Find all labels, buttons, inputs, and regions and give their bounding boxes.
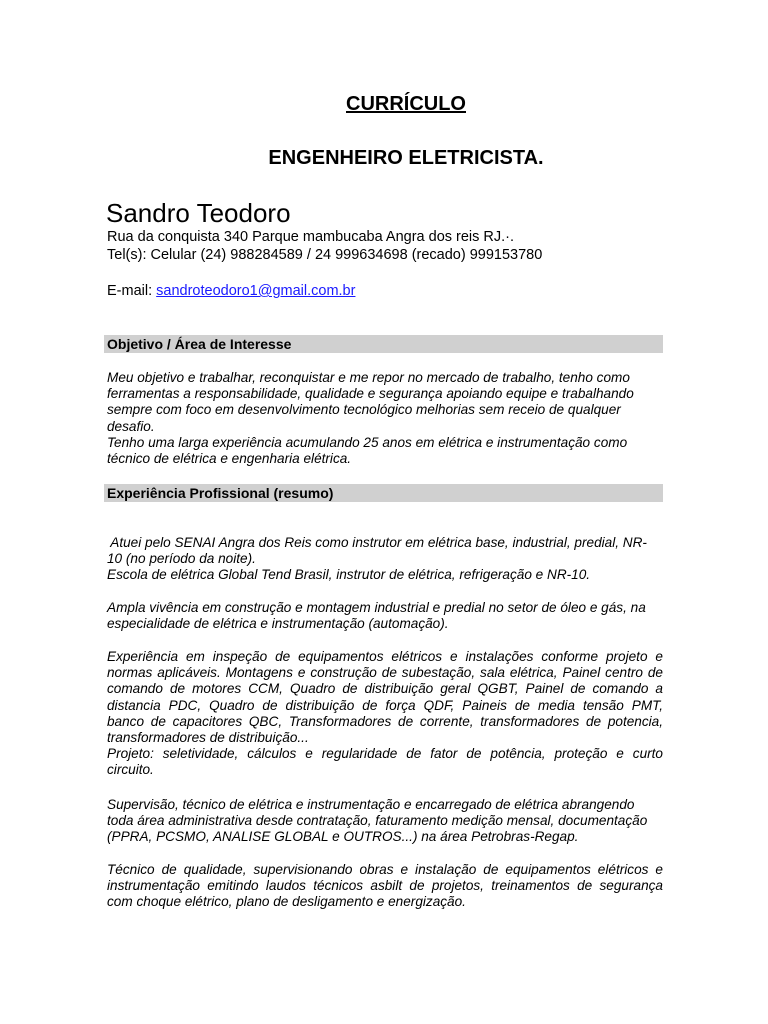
candidate-name: Sandro Teodoro: [106, 198, 291, 228]
experience-paragraph-5: [107, 862, 663, 911]
text-line: Projeto: seletividade, cálculos e regularidade de fator de potência, proteção e curto: [107, 746, 663, 762]
text-line: distancia PDC, Quadro de distribuição de força QDF, Paineis de media tensão PMT,: [107, 697, 663, 713]
text-line: Atuei pelo SENAI Angra dos Reis como instrutor em elétrica base, industrial, predial, NR-: [107, 535, 647, 550]
text-line: normas aplicáveis. Montagens e construção de subestação, sala elétrica, Painel centro de: [107, 665, 663, 681]
text-line: toda área administrativa desde contratação, faturamento medição mensal, documentação: [107, 813, 648, 829]
objective-paragraph: [107, 370, 663, 467]
text-line: Escola de elétrica Global Tend Brasil, instrutor de elétrica, refrigeração e NR-10.: [107, 567, 591, 583]
experience-paragraph-3: [107, 649, 663, 779]
email-label: E-mail:: [107, 283, 157, 299]
text-line: transformadores de distribuição...: [107, 730, 309, 746]
experience-paragraph-4: [107, 797, 663, 846]
text-line: sempre com foco em desenvolvimento tecnológico melhorias sem receio de qualquer: [107, 402, 621, 418]
experience-paragraph-2: [107, 600, 663, 632]
text-line: Supervisão, técnico de elétrica e instrumentação e encarregado de elétrica abrangendo: [107, 797, 635, 812]
document-subtitle: ENGENHEIRO ELETRICISTA.: [268, 147, 544, 169]
phone-line: Tel(s): Celular (24) 988284589 / 24 999634698 (recado) 999153780: [107, 247, 543, 263]
text-line: especialidade de elétrica e instrumentação (automação).: [107, 616, 449, 632]
text-line: Ampla vivência em construção e montagem industrial e predial no setor de óleo e gás, na: [107, 600, 646, 615]
email-line: [107, 282, 355, 300]
text-line: ferramentas a responsabilidade, qualidade e segurança apoiando equipe e trabalhando: [107, 386, 634, 402]
text-line: Meu objetivo e trabalhar, reconquistar e me repor no mercado de trabalho, tenho como: [107, 370, 630, 385]
text-line: com choque elétrico, plano de desligamento e energização.: [107, 894, 466, 910]
text-line: Tenho uma larga experiência acumulando 25 anos em elétrica e instrumentação como: [107, 434, 628, 450]
text-line: circuito.: [107, 762, 154, 778]
text-line: comando de motores CCM, Quadro de distribuição geral QGBT, Painel de comando a: [107, 681, 663, 697]
email-link[interactable]: sandroteodoro1@gmail.com.br: [156, 283, 356, 299]
text-line: (PPRA, PCSMO, ANALISE GLOBAL e OUTROS...) na área Petrobras-Regap.: [107, 829, 579, 845]
experience-paragraph-1: [107, 535, 663, 584]
text-line: Experiência em inspeção de equipamentos elétricos e instalações conforme projeto e: [107, 649, 663, 664]
text-line: desafio.: [107, 418, 155, 434]
document-title: CURRÍCULO: [346, 93, 466, 115]
text-line: instrumentação emitindo laudos técnicos asbilt de projetos, treinamentos de segurança: [107, 878, 663, 894]
text-line: banco de capacitores QBC, Transformadores de corrente, transformadores de potencia,: [107, 713, 663, 729]
text-line: técnico de elétrica e engenharia elétrica.: [107, 451, 352, 467]
text-line: Técnico de qualidade, supervisionando obras e instalação de equipamentos elétricos e: [107, 862, 663, 877]
section-heading-objective: Objetivo / Área de Interesse: [104, 335, 663, 353]
address-line: Rua da conquista 340 Parque mambucaba Angra dos reis RJ.·.: [107, 229, 515, 245]
section-heading-experience: Experiência Profissional (resumo): [104, 484, 663, 502]
text-line: 10 (no período da noite).: [107, 551, 256, 567]
